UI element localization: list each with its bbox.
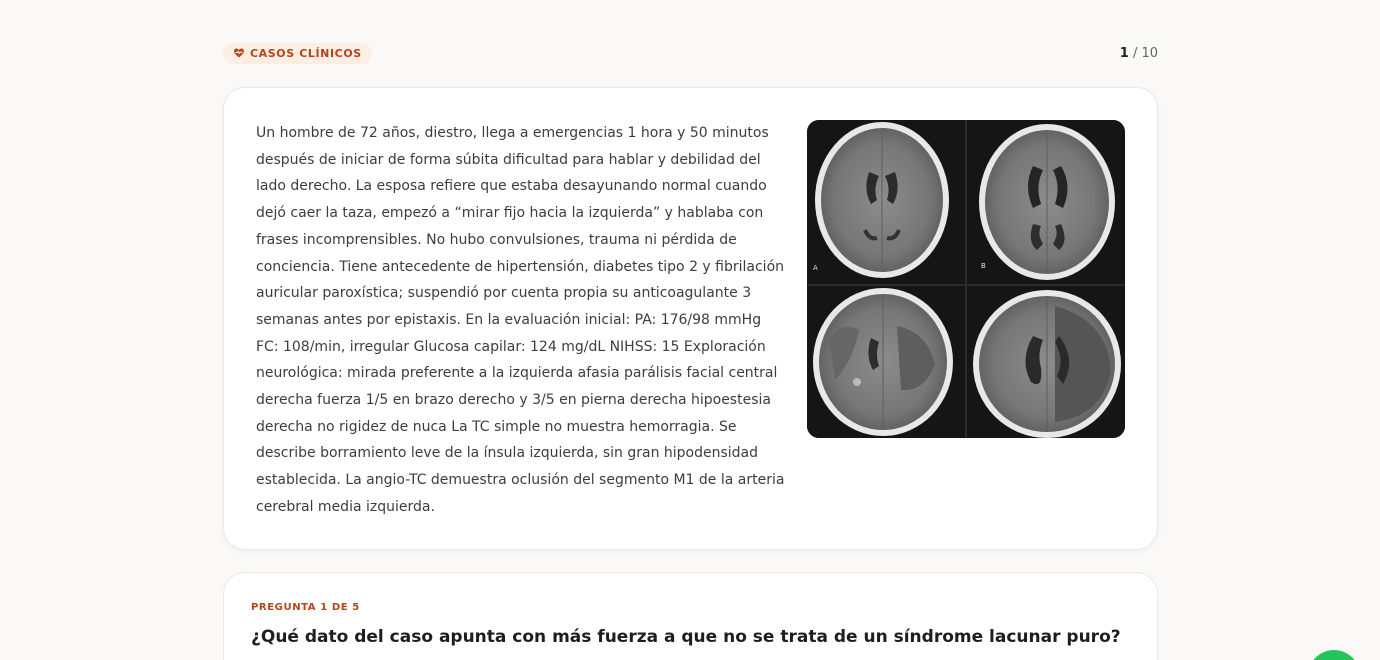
ct-panel-c <box>813 288 953 436</box>
counter-current: 1 <box>1119 45 1129 61</box>
ct-panel-b <box>979 124 1115 280</box>
question-label: PREGUNTA 1 DE 5 <box>251 602 360 613</box>
ct-scan-image[interactable] <box>807 120 1125 438</box>
badge-label: CASOS CLÍNICOS <box>250 46 362 60</box>
ct-scan-figure <box>807 120 1125 438</box>
ct-panel-d <box>973 290 1121 438</box>
counter-total: / 10 <box>1128 45 1158 61</box>
ct-panel-b-label: B <box>981 262 986 270</box>
heart-pulse-icon <box>233 47 245 59</box>
category-badge <box>223 43 372 64</box>
case-card <box>223 87 1158 550</box>
question-text: ¿Qué dato del caso apunta con más fuerza a que no se trata de un síndrome lacunar puro? <box>251 627 1121 647</box>
chat-fab-button[interactable] <box>1308 650 1360 660</box>
top-bar <box>223 41 1158 65</box>
case-counter <box>1120 46 1158 61</box>
case-description: Un hombre de 72 años, diestro, llega a emergencias 1 hora y 50 minutos después de iniciar de forma súbita dificultad para hablar y debilidad del lado derecho. La esposa refiere que estaba desayunando normal cuando dejó caer la taza, empezó a “mirar fijo hacia la izquierda” y hablaba con frases incomprensibles. No hubo convulsiones, trauma ni pérdida de conciencia. Tiene antecedente de hipertensión, diabetes tipo 2 y fibrilación auricular paroxística; suspendió por cuenta propia su anticoagulante 3 semanas antes por epistaxis. En la evaluación inicial: PA: 176/98 mmHg FC: 108/min, irregular Glucosa capilar: 124 mg/dL NIHSS: 15 Exploración neurológica: mirada preferente a la izquierda afasia parálisis facial central derecha fuerza 1/5 en brazo derecho y 3/5 en pierna derecha hipoestesia derecha no rigidez de nuca La TC simple no muestra hemorragia. Se describe borramiento leve de la ínsula izquierda, sin gran hipodensidad establecida. La angio-TC demuestra oclusión del segmento M1 de la arteria cerebral media izquierda. <box>256 125 785 515</box>
ct-panel-a-label: A <box>813 264 818 272</box>
question-card <box>223 572 1158 660</box>
